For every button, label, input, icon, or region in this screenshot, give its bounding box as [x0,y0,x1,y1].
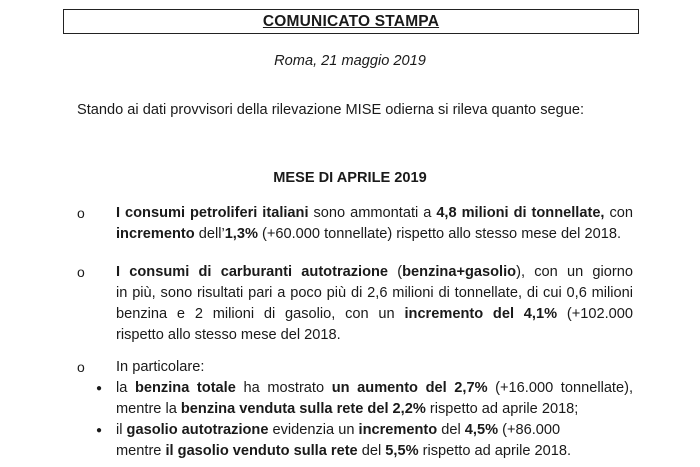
document-title: COMUNICATO STAMPA [262,13,440,30]
section-title: MESE DI APRILE 2019 [273,170,427,186]
bold-text: I consumi di carburanti autotrazione [116,264,389,280]
intro-paragraph: Stando ai dati provvisori della rilevazione MISE odierna si rileva quanto segue: [77,102,585,118]
bullet-marker: o [77,359,85,375]
text-span: (+102.000 [566,306,633,322]
text-span: benzina e 2 milioni di gasolio, con un [116,306,405,322]
bullet-marker: o [77,264,85,280]
bold-text: 5,5% [385,443,419,459]
bold-text: incremento [358,422,438,438]
bold-text: benzina totale [134,380,236,396]
text-span: sono ammontati a [308,205,437,221]
text-span: dell’ [194,226,225,242]
text-span: rispetto ad aprile 2018; [425,401,579,417]
text-span: rispetto ad aprile 2018. [418,443,572,459]
sub-paragraph-gasolio [116,420,633,462]
header-box [63,9,639,34]
bold-text: 1,3% [224,226,258,242]
document-date: Roma, 21 maggio 2019 [274,53,426,69]
bold-text: benzina+gasolio [402,264,517,280]
paragraph-line [116,262,633,283]
text-span: mentre la [116,401,181,417]
paragraph-line [116,224,633,245]
paragraph-line [116,203,633,224]
bold-text: gasolio autotrazione [126,422,269,438]
paragraph-line [116,304,633,325]
paragraph-consumi-petroliferi [116,203,633,245]
bold-text: un aumento del 2,7% [331,380,488,396]
bold-text: 4,8 milioni di tonnellate, [436,205,605,221]
text-span: la [116,380,135,396]
text-span: del [357,443,386,459]
bold-text: il gasolio venduto sulla rete [165,443,358,459]
bold-text: incremento [116,226,195,242]
text-span: del [437,422,465,438]
text-span: ( [388,264,403,280]
paragraph-consumi-carburanti [116,262,633,346]
sub-bullet-marker: ● [96,425,103,436]
text-span: ), con un giorno [516,264,633,280]
paragraph-line: in più, sono risultati pari a poco più di 2,6 milioni di tonnellate, di cui 0,6 milioni [116,285,633,301]
bold-text: incremento del 4,1% [404,306,558,322]
text-span: il [116,422,127,438]
sub-paragraph-benzina [116,378,633,420]
paragraph-in-particolare: In particolare: [116,359,205,375]
text-span: (+86.000 [502,422,561,438]
bold-text: I consumi petroliferi italiani [116,205,309,221]
text-span: mentre [116,443,166,459]
text-span: con [609,205,633,221]
text-span: (+16.000 tonnellate), [487,380,633,396]
bullet-marker: o [77,205,85,221]
text-span: evidenzia un [268,422,359,438]
bold-text: 4,5% [464,422,499,438]
paragraph-line: rispetto allo stesso mese del 2018. [116,327,341,343]
paragraph-line [116,378,633,399]
paragraph-line [116,441,633,462]
bold-text: benzina venduta sulla rete del 2,2% [180,401,426,417]
sub-bullet-marker: ● [96,383,103,394]
paragraph-line [116,420,633,441]
paragraph-line [116,399,633,420]
text-span: ha mostrato [235,380,332,396]
text-span: (+60.000 tonnellate) rispetto allo stesso mese del 2018. [257,226,621,242]
